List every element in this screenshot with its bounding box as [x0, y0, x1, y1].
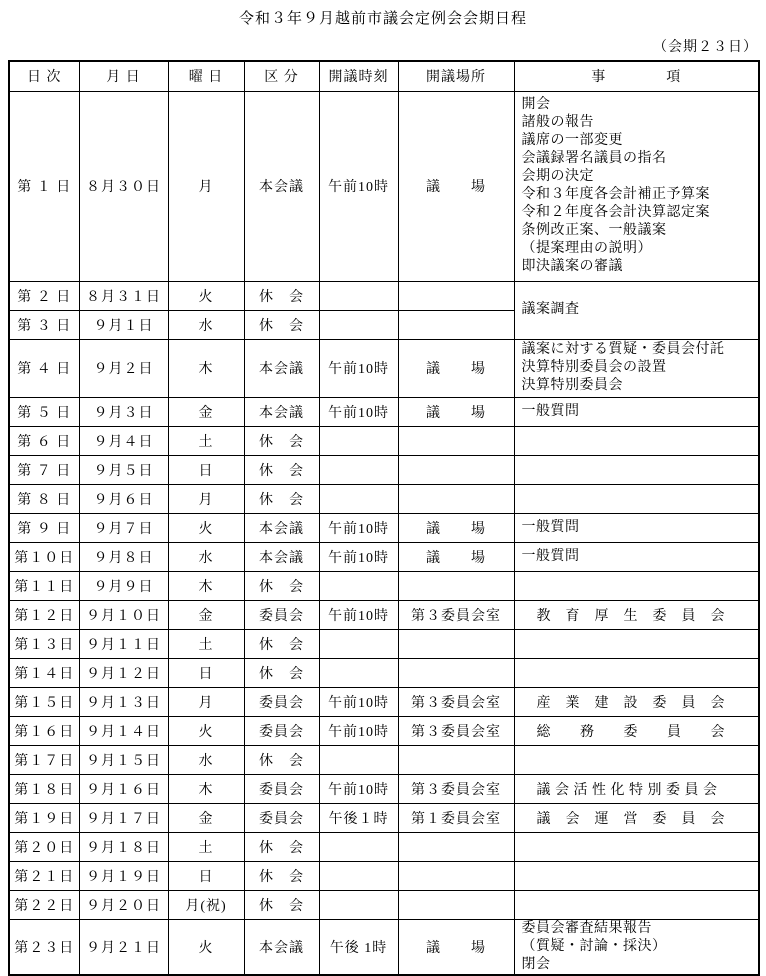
- cell-time: [319, 455, 398, 484]
- cell-agenda: [514, 571, 759, 600]
- cell-place: 議 場: [398, 513, 514, 542]
- agenda-line: 即決議案の審議: [521, 259, 623, 274]
- cell-time: [319, 281, 398, 310]
- header-day-number: 日 次: [9, 61, 79, 91]
- header-date: 月 日: [79, 61, 168, 91]
- cell-day-number: 第 ８ 日: [9, 484, 79, 513]
- cell-time: 午前10時: [319, 774, 398, 803]
- cell-day-number: 第 ５ 日: [9, 397, 79, 426]
- cell-date: ９月３日: [79, 397, 168, 426]
- cell-day-number: 第１０日: [9, 542, 79, 571]
- header-agenda: 事 項: [514, 61, 759, 91]
- cell-category: 本会議: [244, 542, 319, 571]
- cell-agenda: 議案調査: [514, 281, 759, 339]
- cell-agenda: 教 育 厚 生 委 員 会: [514, 600, 759, 629]
- cell-day-number: 第 １ 日: [9, 91, 79, 281]
- schedule-row: [9, 542, 759, 571]
- cell-category: 休 会: [244, 890, 319, 919]
- cell-time: 午前10時: [319, 91, 398, 281]
- cell-weekday: 金: [168, 803, 244, 832]
- agenda-line: 会議録署名議員の指名: [521, 151, 667, 166]
- cell-day-number: 第１４日: [9, 658, 79, 687]
- cell-place: 議 場: [398, 339, 514, 397]
- cell-day-number: 第２３日: [9, 919, 79, 975]
- cell-day-number: 第 ９ 日: [9, 513, 79, 542]
- schedule-row: [9, 91, 759, 281]
- cell-category: 本会議: [244, 91, 319, 281]
- cell-time: 午前10時: [319, 542, 398, 571]
- cell-day-number: 第１３日: [9, 629, 79, 658]
- cell-date: ９月１０日: [79, 600, 168, 629]
- cell-category: 本会議: [244, 339, 319, 397]
- cell-date: ９月８日: [79, 542, 168, 571]
- cell-place: [398, 484, 514, 513]
- schedule-row: [9, 774, 759, 803]
- page-title: 令和３年９月越前市議会定例会会期日程: [238, 11, 527, 27]
- cell-day-number: 第 ４ 日: [9, 339, 79, 397]
- cell-time: [319, 890, 398, 919]
- cell-place: 第１委員会室: [398, 803, 514, 832]
- cell-time: 午後 1時: [319, 919, 398, 975]
- agenda-line: 令和３年度各会計補正予算案: [521, 187, 710, 202]
- cell-agenda: [514, 484, 759, 513]
- cell-place: 議 場: [398, 919, 514, 975]
- schedule-row: [9, 687, 759, 716]
- agenda-line: 委員会審査結果報告: [521, 920, 652, 936]
- cell-weekday: 火: [168, 281, 244, 310]
- cell-time: [319, 310, 398, 339]
- agenda-line: 決算特別委員会: [521, 378, 623, 393]
- cell-place: [398, 890, 514, 919]
- agenda-line: （質疑・討論・採決）: [521, 938, 667, 954]
- cell-date: ９月２日: [79, 339, 168, 397]
- cell-place: 第３委員会室: [398, 687, 514, 716]
- cell-day-number: 第 ２ 日: [9, 281, 79, 310]
- cell-weekday: 月: [168, 484, 244, 513]
- cell-agenda: [514, 861, 759, 890]
- cell-place: [398, 571, 514, 600]
- cell-category: 委員会: [244, 774, 319, 803]
- cell-place: 議 場: [398, 91, 514, 281]
- cell-category: 休 会: [244, 658, 319, 687]
- cell-category: 休 会: [244, 832, 319, 861]
- cell-time: [319, 571, 398, 600]
- cell-date: ９月１３日: [79, 687, 168, 716]
- cell-day-number: 第１２日: [9, 600, 79, 629]
- agenda-line: 諸般の報告: [521, 115, 594, 130]
- cell-agenda: 一般質問: [514, 542, 759, 571]
- cell-agenda: [514, 91, 759, 281]
- cell-day-number: 第 ７ 日: [9, 455, 79, 484]
- cell-category: 委員会: [244, 687, 319, 716]
- cell-time: [319, 745, 398, 774]
- agenda-line: （提案理由の説明）: [521, 241, 652, 256]
- schedule-row: [9, 861, 759, 890]
- cell-agenda: [514, 455, 759, 484]
- header-category: 区 分: [244, 61, 319, 91]
- schedule-row: [9, 339, 759, 397]
- cell-weekday: 土: [168, 832, 244, 861]
- schedule-row: [9, 658, 759, 687]
- cell-place: [398, 281, 514, 310]
- cell-agenda: [514, 919, 759, 975]
- agenda-line: 決算特別委員会の設置: [521, 360, 667, 375]
- cell-agenda: 総 務 委 員 会: [514, 716, 759, 745]
- cell-agenda: [514, 658, 759, 687]
- cell-category: 休 会: [244, 310, 319, 339]
- schedule-row: [9, 455, 759, 484]
- agenda-line: 会期の決定: [521, 169, 594, 184]
- cell-time: 午前10時: [319, 339, 398, 397]
- cell-day-number: 第 ６ 日: [9, 426, 79, 455]
- cell-weekday: 火: [168, 716, 244, 745]
- cell-date: ９月１６日: [79, 774, 168, 803]
- cell-category: 休 会: [244, 426, 319, 455]
- cell-date: ９月１９日: [79, 861, 168, 890]
- cell-weekday: 金: [168, 397, 244, 426]
- cell-category: 休 会: [244, 745, 319, 774]
- cell-day-number: 第２１日: [9, 861, 79, 890]
- cell-place: [398, 745, 514, 774]
- cell-date: ９月２０日: [79, 890, 168, 919]
- cell-weekday: 水: [168, 310, 244, 339]
- cell-day-number: 第 ３ 日: [9, 310, 79, 339]
- cell-weekday: 月: [168, 91, 244, 281]
- cell-date: ９月２１日: [79, 919, 168, 975]
- schedule-row: [9, 890, 759, 919]
- cell-date: ９月１１日: [79, 629, 168, 658]
- cell-time: 午後１時: [319, 803, 398, 832]
- cell-place: [398, 455, 514, 484]
- cell-time: 午前10時: [319, 716, 398, 745]
- schedule-row: [9, 484, 759, 513]
- cell-weekday: 火: [168, 513, 244, 542]
- cell-category: 本会議: [244, 513, 319, 542]
- schedule-row: [9, 919, 759, 975]
- cell-place: [398, 658, 514, 687]
- header-row: [9, 61, 759, 91]
- agenda-line: 議案に対する質疑・委員会付託: [521, 342, 725, 357]
- schedule-table: [8, 60, 760, 976]
- agenda-line: 条例改正案、一般議案: [521, 223, 667, 238]
- schedule-row: [9, 600, 759, 629]
- cell-date: ９月７日: [79, 513, 168, 542]
- cell-agenda: [514, 426, 759, 455]
- cell-day-number: 第２０日: [9, 832, 79, 861]
- cell-time: [319, 861, 398, 890]
- cell-place: [398, 426, 514, 455]
- cell-weekday: 日: [168, 861, 244, 890]
- cell-date: ９月１２日: [79, 658, 168, 687]
- agenda-line: 議席の一部変更: [521, 133, 623, 148]
- cell-time: [319, 426, 398, 455]
- cell-agenda: [514, 832, 759, 861]
- cell-date: ９月１８日: [79, 832, 168, 861]
- cell-place: [398, 832, 514, 861]
- schedule-row: [9, 745, 759, 774]
- cell-category: 休 会: [244, 571, 319, 600]
- cell-place: [398, 861, 514, 890]
- schedule-row: [9, 426, 759, 455]
- cell-day-number: 第１７日: [9, 745, 79, 774]
- schedule-row: [9, 571, 759, 600]
- cell-category: 委員会: [244, 600, 319, 629]
- cell-time: [319, 629, 398, 658]
- cell-weekday: 木: [168, 774, 244, 803]
- cell-date: ９月６日: [79, 484, 168, 513]
- cell-place: [398, 310, 514, 339]
- cell-weekday: 火: [168, 919, 244, 975]
- cell-agenda: [514, 629, 759, 658]
- cell-time: 午前10時: [319, 397, 398, 426]
- cell-weekday: 木: [168, 571, 244, 600]
- schedule-row: [9, 629, 759, 658]
- schedule-row: [9, 513, 759, 542]
- cell-time: [319, 658, 398, 687]
- cell-date: ９月９日: [79, 571, 168, 600]
- cell-agenda: 議 会 活 性 化 特 別 委 員 会: [514, 774, 759, 803]
- cell-day-number: 第１１日: [9, 571, 79, 600]
- cell-agenda: [514, 339, 759, 397]
- cell-agenda: 一般質問: [514, 397, 759, 426]
- cell-date: ９月５日: [79, 455, 168, 484]
- cell-category: 休 会: [244, 455, 319, 484]
- agenda-line: 開会: [521, 97, 551, 112]
- cell-day-number: 第１５日: [9, 687, 79, 716]
- cell-category: 休 会: [244, 629, 319, 658]
- cell-weekday: 木: [168, 339, 244, 397]
- cell-category: 委員会: [244, 716, 319, 745]
- cell-place: 第３委員会室: [398, 774, 514, 803]
- cell-weekday: 水: [168, 745, 244, 774]
- cell-time: 午前10時: [319, 600, 398, 629]
- cell-place: 議 場: [398, 397, 514, 426]
- cell-agenda: 一般質問: [514, 513, 759, 542]
- cell-date: ９月１４日: [79, 716, 168, 745]
- cell-time: 午前10時: [319, 687, 398, 716]
- schedule-row: [9, 832, 759, 861]
- agenda-line: 令和２年度各会計決算認定案: [521, 205, 710, 220]
- cell-date: ９月１７日: [79, 803, 168, 832]
- cell-time: [319, 484, 398, 513]
- cell-day-number: 第１８日: [9, 774, 79, 803]
- cell-weekday: 日: [168, 455, 244, 484]
- cell-place: 議 場: [398, 542, 514, 571]
- cell-weekday: 水: [168, 542, 244, 571]
- cell-day-number: 第２２日: [9, 890, 79, 919]
- cell-time: [319, 832, 398, 861]
- cell-time: 午前10時: [319, 513, 398, 542]
- cell-agenda: [514, 745, 759, 774]
- cell-weekday: 土: [168, 629, 244, 658]
- cell-category: 本会議: [244, 397, 319, 426]
- cell-weekday: 金: [168, 600, 244, 629]
- cell-category: 休 会: [244, 281, 319, 310]
- cell-date: ９月４日: [79, 426, 168, 455]
- cell-weekday: 月(祝): [168, 890, 244, 919]
- cell-agenda: [514, 890, 759, 919]
- schedule-row: [9, 281, 759, 310]
- schedule-row: [9, 803, 759, 832]
- cell-agenda: 産 業 建 設 委 員 会: [514, 687, 759, 716]
- header-time: 開議時刻: [319, 61, 398, 91]
- cell-day-number: 第１６日: [9, 716, 79, 745]
- cell-category: 委員会: [244, 803, 319, 832]
- cell-day-number: 第１９日: [9, 803, 79, 832]
- cell-place: 第３委員会室: [398, 600, 514, 629]
- cell-date: ９月１５日: [79, 745, 168, 774]
- header-place: 開議場所: [398, 61, 514, 91]
- cell-category: 休 会: [244, 484, 319, 513]
- header-weekday: 曜 日: [168, 61, 244, 91]
- cell-agenda: 議 会 運 営 委 員 会: [514, 803, 759, 832]
- session-length-note: （会期２３日）: [653, 40, 758, 55]
- cell-place: 第３委員会室: [398, 716, 514, 745]
- cell-date: ８月３１日: [79, 281, 168, 310]
- agenda-line: 閉会: [521, 956, 551, 972]
- cell-date: ８月３０日: [79, 91, 168, 281]
- cell-date: ９月１日: [79, 310, 168, 339]
- cell-weekday: 日: [168, 658, 244, 687]
- cell-category: 休 会: [244, 861, 319, 890]
- schedule-row: [9, 716, 759, 745]
- cell-category: 本会議: [244, 919, 319, 975]
- schedule-row: [9, 397, 759, 426]
- cell-weekday: 土: [168, 426, 244, 455]
- cell-place: [398, 629, 514, 658]
- cell-weekday: 月: [168, 687, 244, 716]
